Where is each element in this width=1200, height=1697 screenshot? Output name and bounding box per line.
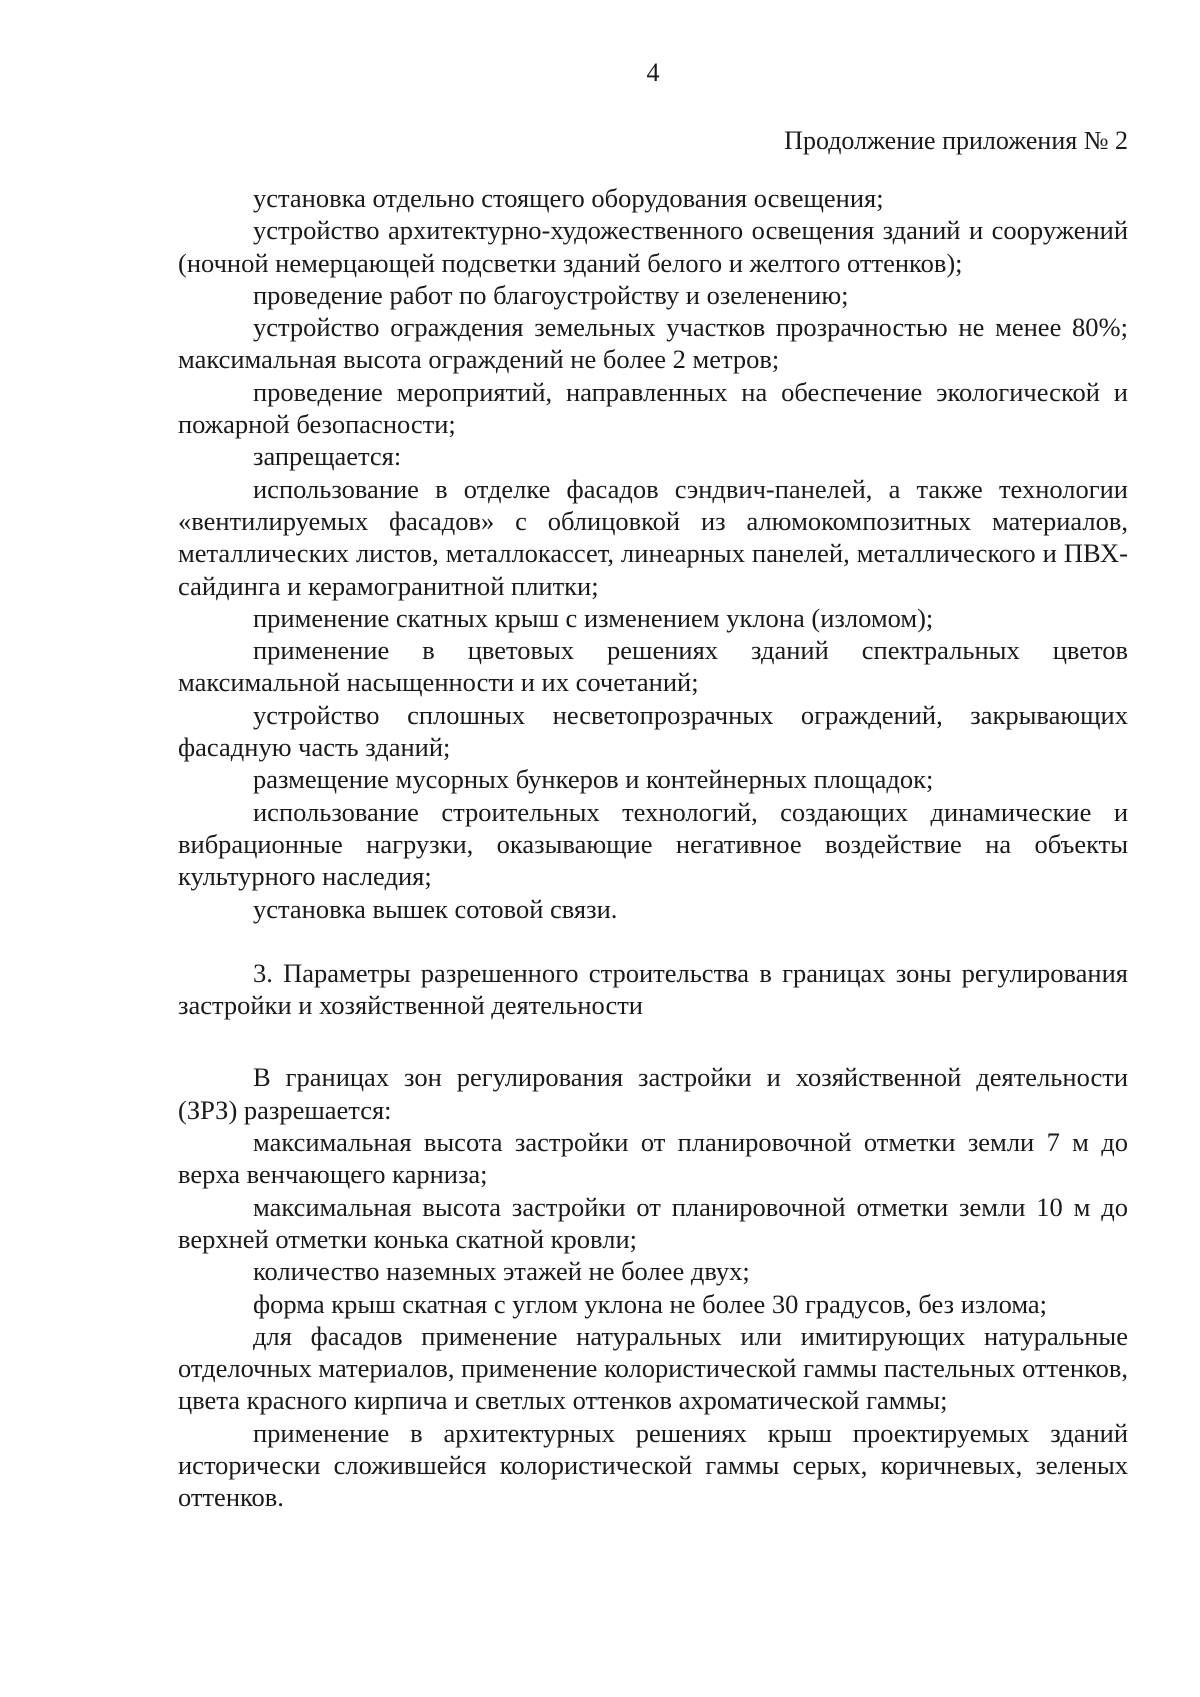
paragraph: применение в цветовых решениях зданий спектральных цветов максимальной насыщенности и их сочетаний; (178, 635, 1128, 698)
paragraph: размещение мусорных бункеров и контейнерных площадок; (253, 764, 934, 795)
paragraph: для фасадов применение натуральных или имитирующих натуральные отделочных материалов, применение колористической гаммы пастельных оттенков, цвета красного кирпича и светлых оттенков ахроматической гаммы; (178, 1320, 1128, 1416)
page-number: 4 (646, 58, 660, 87)
paragraph: максимальная высота застройки от планировочной отметки земли 10 м до верхней отметки конька скатной кровли; (178, 1191, 1128, 1254)
paragraph: установка отдельно стоящего оборудования освещения; (253, 183, 884, 213)
paragraph: установка вышек сотовой связи. (253, 893, 618, 924)
paragraph: устройство сплошных несветопрозрачных ограждений, закрывающих фасадную часть зданий; (178, 699, 1128, 763)
paragraph: устройство ограждения земельных участков прозрачностью не менее 80%; максимальная высота ограждений не более 2 метров; (178, 312, 1128, 375)
paragraph: применение в архитектурных решениях крыш проектируемых зданий исторически сложившейся колористической гаммы серых, коричневых, зеленых оттенков. (178, 1417, 1128, 1513)
paragraph: максимальная высота застройки от планировочной отметки земли 7 м до верха венчающего карниза; (178, 1127, 1128, 1190)
section-intro: В границах зон регулирования застройки и хозяйственной деятельности (ЗРЗ) разрешается: (178, 1062, 1128, 1125)
appendix-label: Продолжение приложения № 2 (784, 126, 1128, 155)
paragraph: количество наземных этажей не более двух; (253, 1256, 750, 1287)
paragraph: проведение работ по благоустройству и озеленению; (253, 279, 849, 310)
paragraph: устройство архитектурно-художественного освещения зданий и сооружений (ночной немерцающей подсветки зданий белого и желтого оттенков); (178, 215, 1128, 278)
paragraph: применение скатных крыш с изменением уклона (изломом); (253, 602, 934, 633)
section-heading: 3. Параметры разрешенного строительства в границах зоны регулирования застройки и хозяйственной деятельности (178, 957, 1128, 1021)
paragraph: запрещается: (253, 441, 402, 472)
document-body (178, 182, 1128, 1514)
paragraph: использование строительных технологий, создающих динамические и вибрационные нагрузки, оказывающие негативное воздействие на объекты культурного наследия; (178, 796, 1128, 892)
paragraph: форма крыш скатная с углом уклона не более 30 градусов, без излома; (253, 1288, 1048, 1319)
paragraph: проведение мероприятий, направленных на обеспечение экологической и пожарной безопасности; (178, 376, 1128, 440)
paragraph: использование в отделке фасадов сэндвич-панелей, а также технологии «вентилируемых фасадов» с облицовкой из алюмокомпозитных материалов, металлических листов, металлокассет, линеарных панелей, металлического и ПВХ-сайдинга и керамогранитной плитки; (178, 473, 1128, 601)
